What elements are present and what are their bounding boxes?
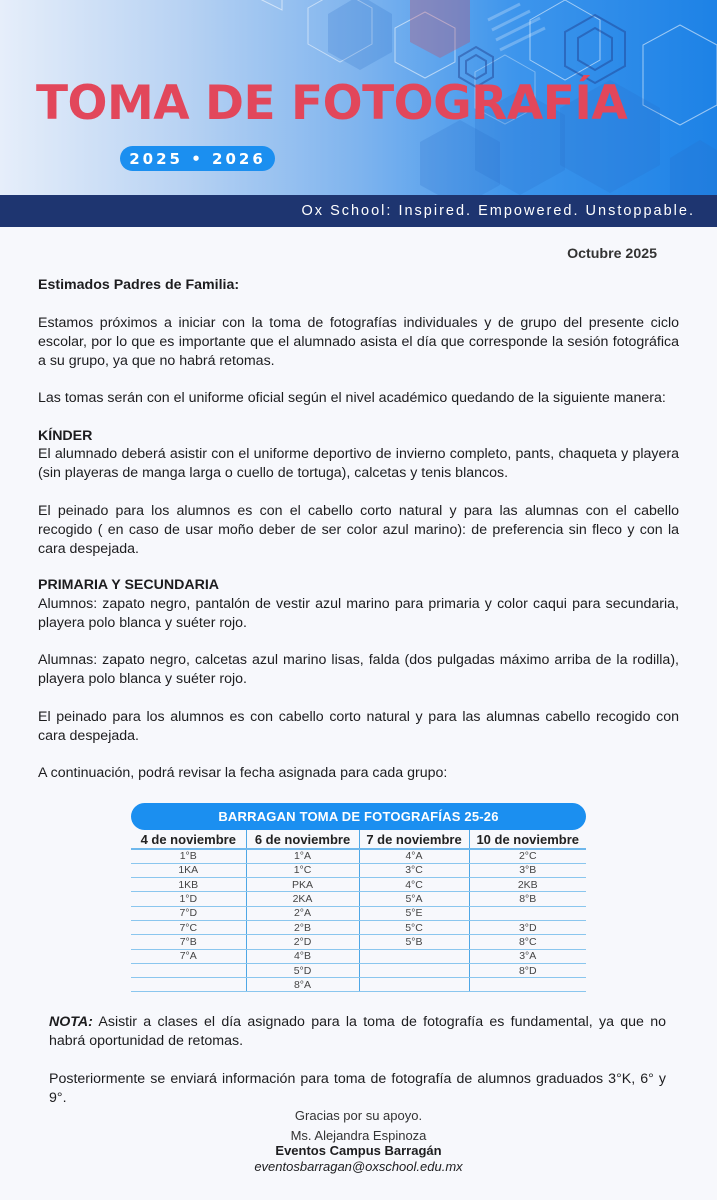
banner-title: TOMA DE FOTOGRAFÍA: [36, 76, 628, 131]
schedule-row: [131, 920, 586, 934]
prim-sec-hair-paragraph: El peinado para los alumnos es con cabello corto natural y para las alumnas cabello recogido con cara despejada.: [38, 709, 679, 744]
schedule-cell: 5°D: [246, 963, 359, 977]
schedule-cell: [131, 978, 246, 992]
kinder-hair-paragraph: El peinado para los alumnos es con el cabello corto natural y para las alumnas con el cabello recogido ( en caso de usar moño deber de ser color azul marino): de preferencia sin fleco y con la cara despejada.: [38, 503, 679, 557]
schedule-cell: 4°A: [359, 849, 469, 863]
schedule-row: [131, 978, 586, 992]
alumnos-uniform-paragraph: Alumnos: zapato negro, pantalón de vestir azul marino para primaria y color caqui para secundaria, playera polo blanca y suéter rojo.: [38, 596, 679, 631]
primaria-secundaria-heading: PRIMARIA Y SECUNDARIA: [38, 577, 220, 593]
schedule-cell: 2KB: [469, 878, 586, 892]
schedule-cell: [469, 978, 586, 992]
schedule-cell: 7°D: [131, 906, 246, 920]
schedule-header-row: [131, 830, 586, 849]
schedule-cell: 2°C: [469, 849, 586, 863]
schedule-cell: 8°A: [246, 978, 359, 992]
schedule-row: [131, 878, 586, 892]
schedule-cell: [359, 963, 469, 977]
contact-email-link[interactable]: eventosbarragan@oxschool.edu.mx: [254, 1159, 463, 1174]
column-header: 4 de noviembre: [131, 830, 246, 849]
schedule-cell: 3°B: [469, 863, 586, 877]
schedule-cell: PKA: [246, 878, 359, 892]
schedule-cell: 7°A: [131, 949, 246, 963]
schedule-cell: 2°D: [246, 935, 359, 949]
schedule-cell: 1KA: [131, 863, 246, 877]
schedule-cell: 3°D: [469, 920, 586, 934]
schedule-cell: 7°C: [131, 920, 246, 934]
schedule-row: [131, 906, 586, 920]
greeting: Estimados Padres de Familia:: [38, 277, 240, 293]
schedule-cell: 1°A: [246, 849, 359, 863]
photo-schedule: [131, 803, 586, 992]
schedule-cell: 5°B: [359, 935, 469, 949]
schedule-cell: 1°D: [131, 892, 246, 906]
note-paragraph: [49, 1013, 666, 1051]
kinder-uniform-paragraph: El alumnado deberá asistir con el uniforme deportivo de invierno completo, pants, chaqueta y playera (sin playeras de manga larga o cuello de tortuga), calcetas y tenis blancos.: [38, 446, 679, 481]
schedule-cell: [131, 963, 246, 977]
schedule-cell: 3°A: [469, 949, 586, 963]
letter-date: Octubre 2025: [567, 246, 657, 262]
schedule-row: [131, 849, 586, 863]
schedule-cell: 3°C: [359, 863, 469, 877]
column-header: 10 de noviembre: [469, 830, 586, 849]
schedule-cell: 1°B: [131, 849, 246, 863]
closing-thanks: Gracias por su apoyo.: [294, 1108, 423, 1123]
kinder-heading: KÍNDER: [38, 428, 93, 444]
tagline-bar: Ox School: Inspired. Empowered. Unstoppable.: [0, 195, 717, 227]
schedule-cell: 4°C: [359, 878, 469, 892]
schedule-cell: 2°A: [246, 906, 359, 920]
schedule-row: [131, 963, 586, 977]
schedule-cell: 7°B: [131, 935, 246, 949]
schedule-table: [131, 830, 586, 992]
schedule-row: [131, 949, 586, 963]
intro-paragraph: Estamos próximos a iniciar con la toma de fotografías individuales y de grupo del presente ciclo escolar, por lo que es importante que el alumnado asista el día que corresponde la sesión fotográfica a su grupo, ya que no habrá retomas.: [38, 315, 679, 369]
signer-name: Ms. Alejandra Espinoza: [290, 1128, 427, 1143]
schedule-cell: 5°C: [359, 920, 469, 934]
schedule-cell: 4°B: [246, 949, 359, 963]
schedule-cell: 5°E: [359, 906, 469, 920]
header-banner: [0, 0, 717, 195]
school-year-badge: 2025 • 2026: [120, 146, 275, 171]
column-header: 6 de noviembre: [246, 830, 359, 849]
graduates-paragraph: Posteriormente se enviará información para toma de fotografía de alumnos graduados 3°K, 6° y 9°.: [49, 1071, 666, 1106]
column-header: 7 de noviembre: [359, 830, 469, 849]
signer-department: Eventos Campus Barragán: [275, 1143, 442, 1158]
note-text: Asistir a clases el día asignado para la toma de fotografía es fundamental, ya que no habrá oportunidad de retomas.: [49, 1014, 666, 1049]
schedule-cell: [469, 906, 586, 920]
schedule-cell: [359, 949, 469, 963]
schedule-cell: 5°A: [359, 892, 469, 906]
note-label: NOTA:: [49, 1014, 93, 1030]
schedule-intro: A continuación, podrá revisar la fecha asignada para cada grupo:: [38, 765, 448, 781]
schedule-cell: 1KB: [131, 878, 246, 892]
schedule-row: [131, 863, 586, 877]
schedule-cell: 8°B: [469, 892, 586, 906]
schedule-title: BARRAGAN TOMA DE FOTOGRAFÍAS 25-26: [131, 803, 586, 830]
alumnas-uniform-paragraph: Alumnas: zapato negro, calcetas azul marino lisas, falda (dos pulgadas máximo arriba de la rodilla), playera polo blanca y suéter rojo.: [38, 652, 679, 687]
schedule-cell: 8°C: [469, 935, 586, 949]
uniform-intro-paragraph: Las tomas serán con el uniforme oficial según el nivel académico quedando de la siguiente manera:: [38, 390, 666, 406]
schedule-row: [131, 935, 586, 949]
schedule-row: [131, 892, 586, 906]
schedule-cell: 1°C: [246, 863, 359, 877]
schedule-cell: [359, 978, 469, 992]
schedule-cell: 2°B: [246, 920, 359, 934]
schedule-cell: 2KA: [246, 892, 359, 906]
schedule-cell: 8°D: [469, 963, 586, 977]
